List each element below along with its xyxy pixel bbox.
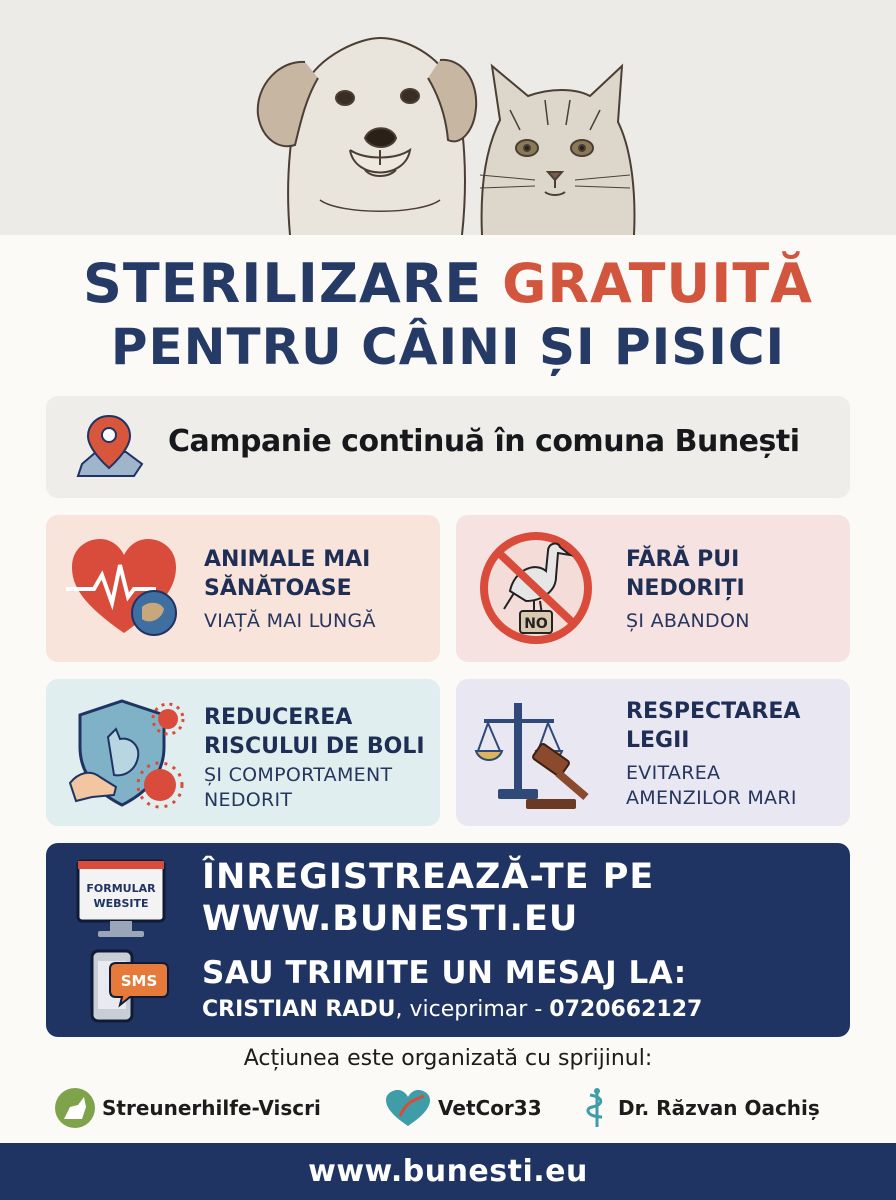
cat-sketch: [480, 66, 634, 235]
card-subtext: EVITAREA AMENZILOR MARI: [626, 762, 797, 809]
sponsor-vetcor33: [384, 1088, 542, 1128]
sponsor-name: Streunerhilfe-Viscri: [102, 1096, 321, 1120]
vetcor-heart-icon: [384, 1088, 432, 1128]
monitor-icon: [74, 857, 174, 941]
dog-sketch: [258, 38, 476, 235]
svg-text:WEBSITE: WEBSITE: [93, 897, 149, 910]
register-website-link[interactable]: WWW.BUNESTI.EU: [202, 899, 579, 939]
no-badge-text: NO: [524, 616, 548, 632]
card-subtext: ȘI ABANDON: [626, 610, 750, 632]
no-stork-icon: [474, 531, 598, 645]
sponsor-dr-razvan-oachis: [582, 1088, 820, 1128]
scales-gavel-icon: [474, 701, 604, 811]
benefit-card-health: [46, 515, 440, 662]
map-pin-icon: [74, 412, 148, 482]
card-subtext: ȘI COMPORTAMENT NEDORIT: [204, 764, 393, 811]
phone-sms-icon: [90, 947, 174, 1023]
svg-text:FORMULAR: FORMULAR: [86, 882, 156, 895]
benefit-card-disease-risk: [46, 679, 440, 826]
campaign-location-box: [46, 396, 850, 498]
shield-virus-icon: [64, 697, 194, 811]
headline-word-sterilizare: STERILIZARE: [83, 252, 483, 315]
footer-website-link[interactable]: www.bunesti.eu: [0, 1143, 896, 1200]
card-heading: FĂRĂ PUI NEDORIȚI: [626, 547, 745, 601]
heart-pulse-icon: [64, 535, 184, 639]
card-heading: RESPECTAREA LEGII: [626, 699, 801, 753]
benefit-card-law-compliance: [456, 679, 850, 826]
hero-illustration: [0, 0, 896, 235]
card-heading: ANIMALE MAI SĂNĂTOASE: [204, 547, 371, 601]
sponsor-name: VetCor33: [438, 1096, 542, 1120]
caduceus-icon: [582, 1087, 612, 1129]
card-heading: REDUCEREA RISCULUI DE BOLI: [204, 705, 425, 759]
sponsor-streunerhilfe: [54, 1088, 321, 1128]
location-text: Campanie continuă în comuna Bunești: [168, 424, 800, 459]
contact-name: CRISTIAN RADU: [202, 997, 396, 1022]
register-line1: ÎNREGISTREAZĂ-TE PE: [202, 857, 655, 897]
headline-word-gratuita: GRATUITĂ: [502, 252, 813, 315]
headline-line2: PENTRU CÂINI ȘI PISICI: [110, 318, 786, 376]
benefit-card-no-unwanted-litters: [456, 515, 850, 662]
register-line3: SAU TRIMITE UN MESAJ LA:: [202, 955, 687, 991]
card-subtext: VIAȚĂ MAI LUNGĂ: [204, 610, 376, 632]
dog-and-cat-image: [0, 0, 896, 235]
streunerhilfe-logo-icon: [54, 1087, 96, 1129]
support-text: Acțiunea este organizată cu sprijinul:: [243, 1046, 653, 1071]
headline-line1: [0, 252, 896, 315]
register-contact: [202, 997, 702, 1022]
registration-box: [46, 843, 850, 1037]
sponsor-name: Dr. Răzvan Oachiș: [618, 1096, 820, 1120]
contact-role: , viceprimar -: [395, 997, 550, 1022]
sms-label: SMS: [120, 972, 158, 990]
contact-phone[interactable]: 0720662127: [549, 997, 703, 1022]
